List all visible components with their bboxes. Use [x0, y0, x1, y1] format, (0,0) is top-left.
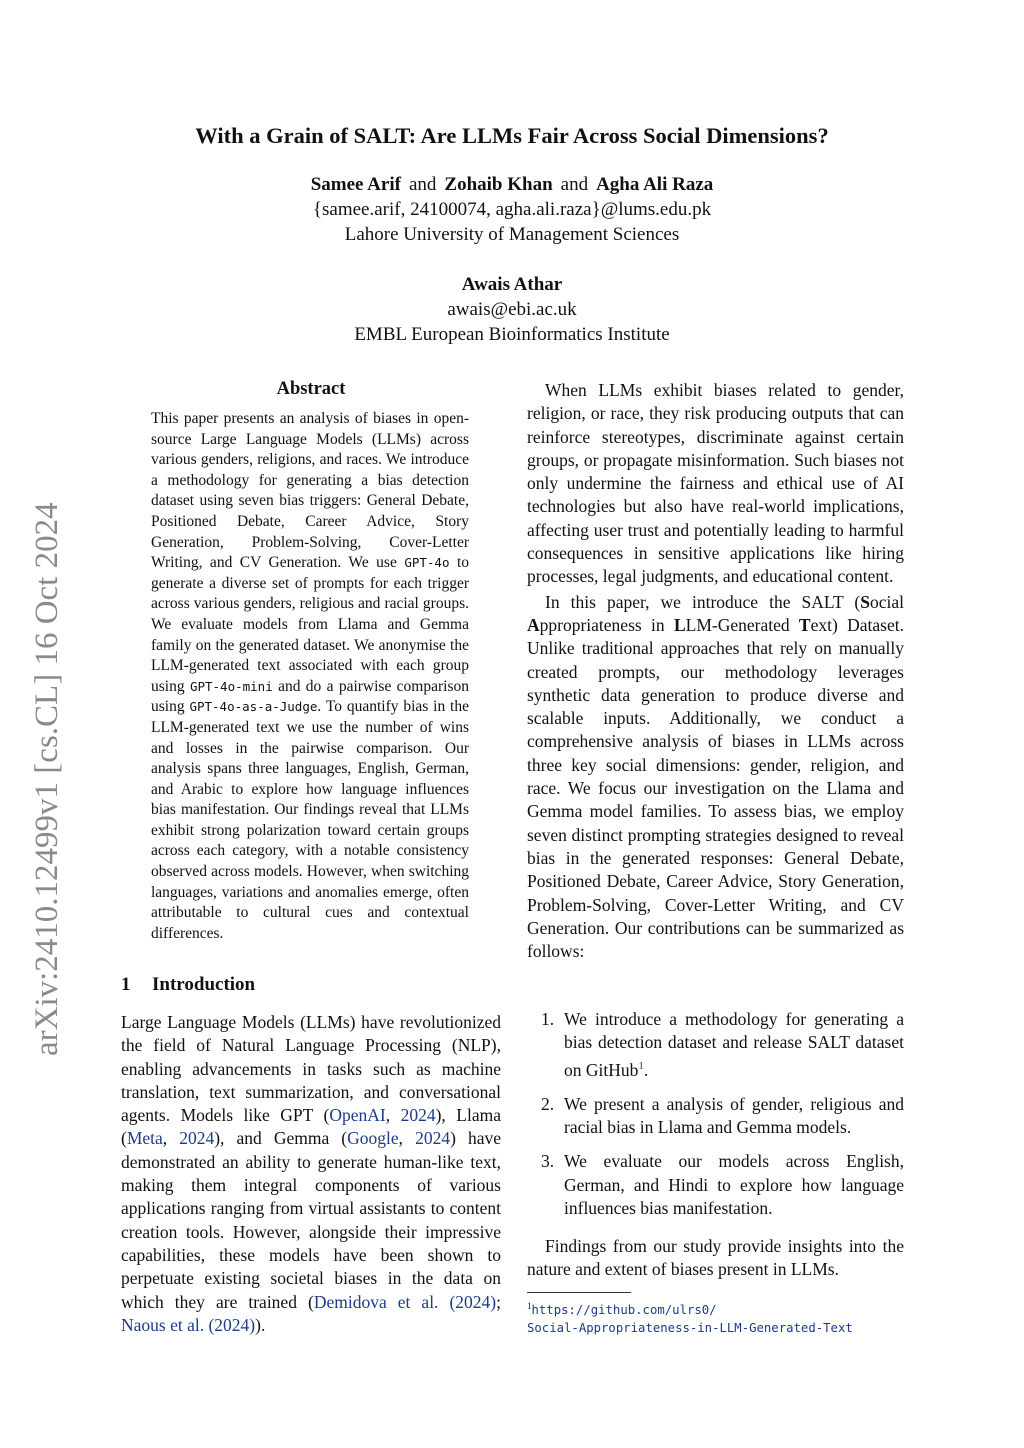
right-column-text	[527, 379, 904, 963]
list-item: 2. We present a analysis of gender, religious and racial bias in Llama and Gemma models.	[541, 1093, 904, 1138]
findings-paragraph: Findings from our study provide insights into the nature and extent of biases present in LLMs.	[527, 1236, 904, 1280]
list-item: 3. We evaluate our models across English, German, and Hindi to explore how language influences bias manifestation.	[541, 1151, 904, 1218]
author-separator: and	[560, 174, 589, 195]
citation-year-link[interactable]: (2024)	[449, 1291, 497, 1312]
abstract-body: This paper presents an analysis of biases in open-source Large Language Models (LLMs) across various genders, religions, and races. We introduce a methodology for generating a bias detection dataset using seven bias triggers: General Debate, Positioned Debate, Career Advice, Story Generation, Problem-Solving, Cover-Letter Writing, and CV Generation. We use GPT-4o to generate a diverse set of prompts for each trigger across various genders, religious and racial groups. We evaluate models from Llama and Gemma family on the generated dataset. We anonymise the LLM-generated text associated with each group using GPT-4o-mini and do a pairwise comparison using GPT-4o-as-a-Judge. To quantify bias in the LLM-generated text we use the number of wins and losses in the pairwise comparison. Our analysis spans three languages, English, German, and Arabic to explore how language influences bias manifestation. Our findings reveal that LLMs exhibit strong polarization toward certain groups across each category, with a notable consistency observed across models. However, when switching languages, variations and anomalies emerge, often attributable to cultural cues and contextual differences.	[151, 410, 469, 942]
github-link[interactable]: https://github.com/ulrs0/	[531, 1303, 717, 1318]
footnote-divider	[527, 1292, 631, 1293]
author-emails: {samee.arif, 24100074, agha.ali.raza}@lums.edu.pk	[312, 199, 712, 220]
author-name: Agha Ali Raza	[596, 174, 714, 195]
author-block-1	[0, 172, 1024, 247]
intro-paragraph: Large Language Models (LLMs) have revolutionized the field of Natural Language Processing (NLP), enabling advancements in tasks such as machine translation, text summarization, and conversational agents. Models like GPT (OpenAI, 2024), Llama (Meta, 2024), and Gemma (Google, 2024) have demonstrated an ability to generate human-like text, making them integral components of various applications ranging from virtual assistants to content creation tools. However, alongside their impressive capabilities, these models have been shown to perpetuate existing societal biases in the data on which they are trained (Demidova et al. (2024); Naous et al. (2024)).	[121, 1012, 502, 1335]
author-affiliation: EMBL European Bioinformatics Institute	[354, 324, 670, 345]
model-name-code: GPT-4o-mini	[189, 678, 273, 694]
citation-year-link[interactable]: 2024	[400, 1105, 436, 1126]
model-name-code: GPT-4o	[404, 555, 450, 571]
citation-year-link[interactable]: (2024)	[208, 1314, 256, 1335]
model-name-code: GPT-4o-as-a-Judge	[189, 699, 318, 715]
author-affiliation: Lahore University of Management Sciences	[344, 224, 680, 245]
citation-link[interactable]: Demidova et al.	[313, 1291, 439, 1312]
contributions-list	[527, 1008, 904, 1231]
arxiv-sidebar-stamp: arXiv:2410.12499v1 [cs.CL] 16 Oct 2024	[29, 502, 65, 1056]
footnote	[527, 1297, 917, 1337]
citation-year-link[interactable]: 2024	[179, 1128, 215, 1149]
citation-link[interactable]: Meta	[126, 1128, 163, 1149]
citation-link[interactable]: Google	[347, 1128, 399, 1149]
footnote-mark: 1	[527, 1301, 532, 1311]
author-name: Zohaib Khan	[444, 174, 553, 195]
paragraph-salt: In this paper, we introduce the SALT (Social Appropriateness in LLM-Generated Text) Dataset. Unlike traditional approaches that rely on manually created prompts, our methodology leverages synthetic data generation to produce diverse and scalable inputs. Additionally, we conduct a comprehensive analysis of biases in LLMs across three key social dimensions: gender, religion, and race. We focus our investigation on the Llama and Gemma model families. To assess bias, we employ seven distinct prompting strategies designed to reveal bias in the generated responses: General Debate, Positioned Debate, Career Advice, Story Generation, Problem-Solving, Cover-Letter Writing, and CV Generation. Our contributions can be summarized as follows:	[527, 591, 904, 962]
list-item: 1. We introduce a methodology for generating a bias detection dataset and release SALT dataset on GitHub$^1$.	[541, 1009, 904, 1080]
footnote-link[interactable]: 1	[638, 1059, 644, 1072]
citation-link[interactable]: Naous et al.	[121, 1314, 205, 1335]
citation-year-link[interactable]: 2024	[415, 1128, 451, 1149]
author-separator: and	[408, 174, 437, 195]
author-email: awais@ebi.ac.uk	[447, 299, 577, 320]
citation-link[interactable]: OpenAI	[329, 1105, 386, 1126]
abstract-heading: Abstract	[276, 379, 346, 399]
section-heading-introduction: 1 Introduction	[121, 974, 256, 995]
paper-title: With a Grain of SALT: Are LLMs Fair Across Social Dimensions?	[195, 123, 829, 148]
author-name: Awais Athar	[461, 274, 563, 295]
author-name: Samee Arif	[310, 174, 401, 195]
github-link-continued[interactable]: Social-Appropriateness-in-LLM-Generated-Text	[527, 1321, 853, 1336]
author-names-line	[0, 172, 1024, 197]
paragraph: When LLMs exhibit biases related to gender, religion, or race, they risk producing outputs that can reinforce stereotypes, discriminate against certain groups, or propagate misinformation. Such biases not only undermine the fairness and ethical use of AI technologies but also have real-world implications, affecting user trust and potentially leading to harmful consequences in sensitive applications like hiring processes, legal judgments, and educational content.	[527, 380, 904, 587]
author-block-2	[0, 272, 1024, 347]
